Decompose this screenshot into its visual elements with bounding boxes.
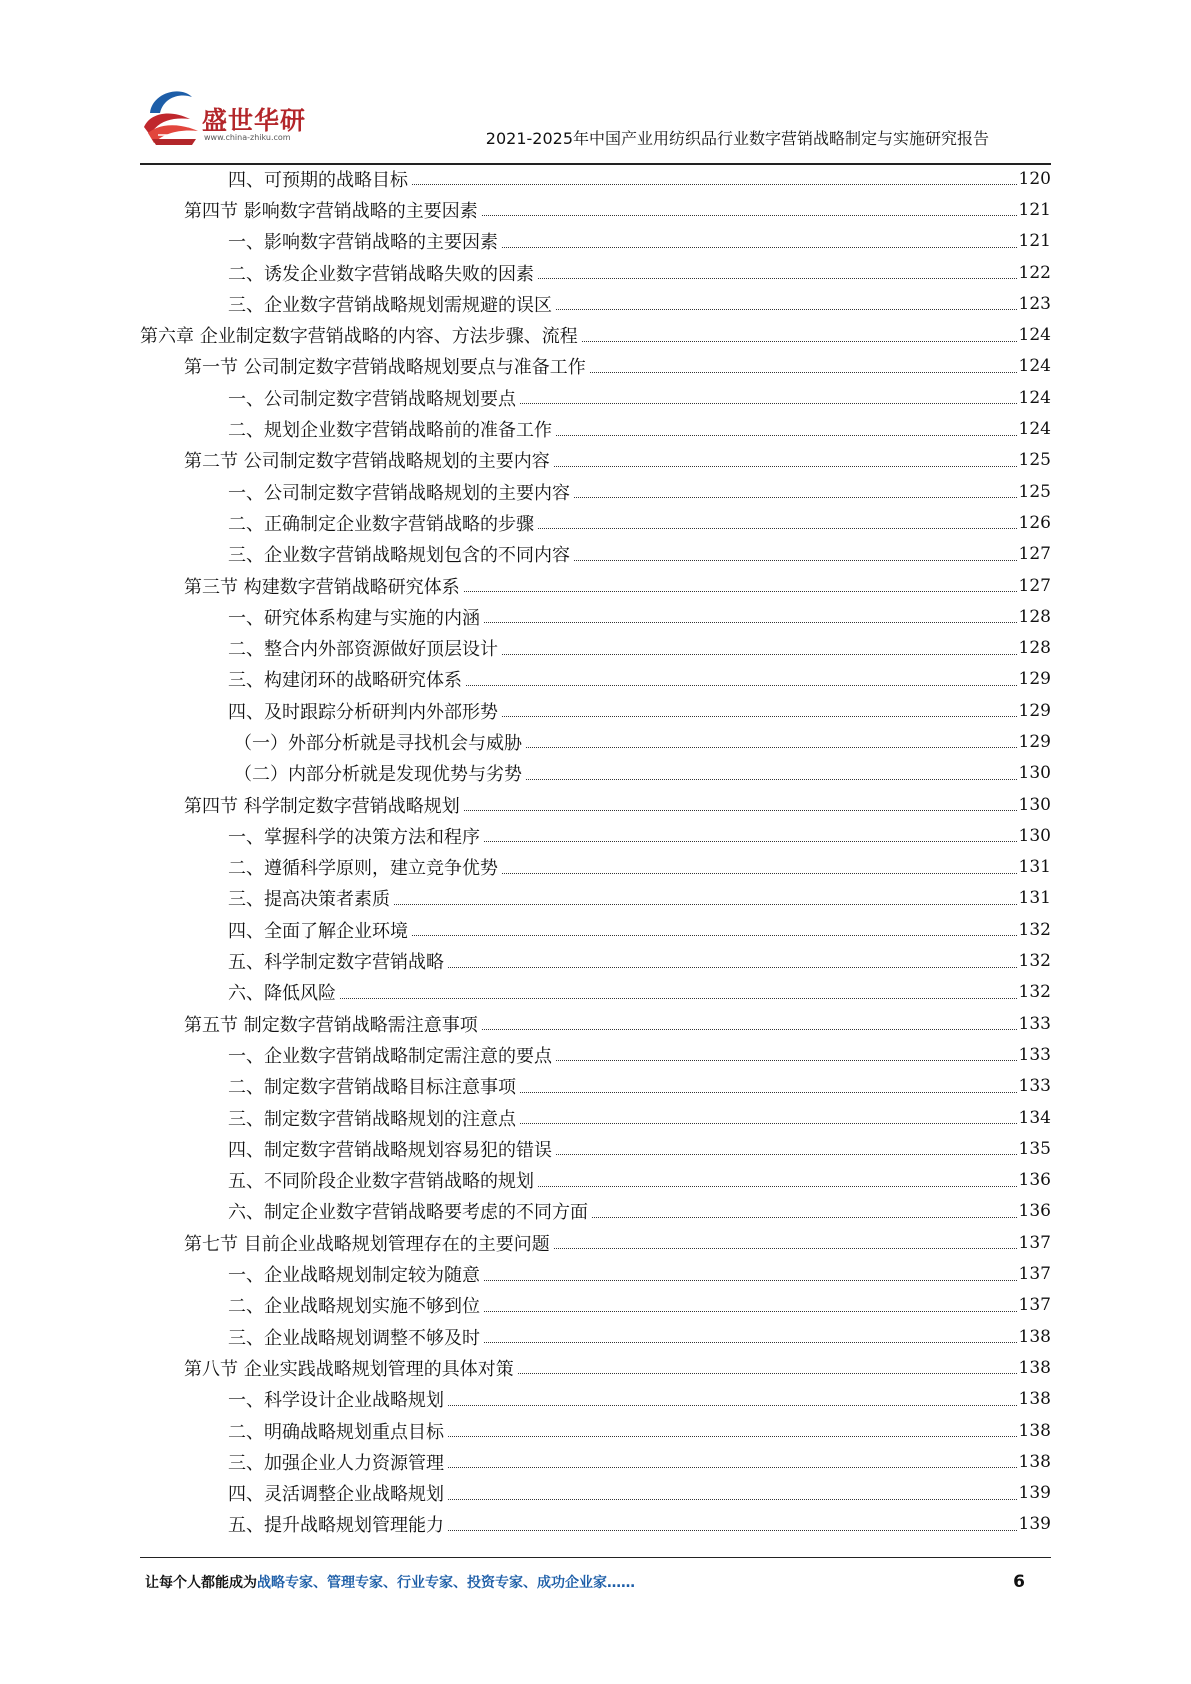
toc-entry[interactable] bbox=[140, 1165, 1051, 1196]
brand-name: 盛世华研 bbox=[202, 106, 307, 135]
toc-entry[interactable] bbox=[140, 257, 1051, 288]
toc-entry[interactable] bbox=[140, 1039, 1051, 1070]
toc-entry-page: 138 bbox=[1018, 1451, 1051, 1472]
toc-entry-page: 130 bbox=[1018, 794, 1051, 815]
toc-entry-title: 五、提升战略规划管理能力 bbox=[228, 1515, 444, 1537]
toc-entry[interactable] bbox=[140, 1415, 1051, 1446]
toc-entry[interactable] bbox=[140, 1446, 1051, 1477]
toc-entry-title: 四、可预期的战略目标 bbox=[228, 169, 408, 191]
toc-entry-page: 137 bbox=[1018, 1232, 1051, 1253]
toc-dot-leader bbox=[502, 716, 1017, 717]
toc-entry-page: 125 bbox=[1018, 481, 1051, 502]
toc-entry-title: 四、全面了解企业环境 bbox=[228, 920, 408, 942]
toc-entry-page: 133 bbox=[1018, 1076, 1051, 1097]
toc-entry-title: 一、企业数字营销战略制定需注意的要点 bbox=[228, 1045, 552, 1067]
toc-dot-leader bbox=[556, 1154, 1017, 1155]
toc-entry-page: 123 bbox=[1018, 293, 1051, 314]
toc-entry[interactable] bbox=[140, 476, 1051, 507]
toc-entry[interactable] bbox=[140, 1321, 1051, 1352]
toc-entry-title: 二、遵循科学原则，建立竞争优势 bbox=[228, 858, 498, 880]
toc-entry[interactable] bbox=[140, 820, 1051, 851]
toc-entry-title: 一、掌握科学的决策方法和程序 bbox=[228, 826, 480, 848]
toc-entry[interactable] bbox=[140, 977, 1051, 1008]
toc-dot-leader bbox=[484, 622, 1017, 623]
toc-entry-page: 138 bbox=[1018, 1420, 1051, 1441]
toc-entry[interactable] bbox=[140, 507, 1051, 538]
toc-entry-page: 133 bbox=[1018, 1013, 1051, 1034]
toc-entry-title: （一）外部分析就是寻找机会与威胁 bbox=[234, 732, 522, 754]
toc-entry-title: 二、企业战略规划实施不够到位 bbox=[228, 1296, 480, 1318]
toc-dot-leader bbox=[590, 372, 1017, 373]
footer-slogan-highlight: 战略专家、管理专家、行业专家、投资专家、成功企业家…… bbox=[257, 1575, 635, 1591]
footer-divider bbox=[140, 1557, 1051, 1558]
toc-entry-page: 138 bbox=[1018, 1389, 1051, 1410]
toc-entry-page: 139 bbox=[1018, 1483, 1051, 1504]
brand-url: www.china-zhiku.com bbox=[204, 133, 291, 142]
toc-entry-page: 124 bbox=[1018, 387, 1051, 408]
toc-entry[interactable] bbox=[140, 1258, 1051, 1289]
toc-entry[interactable] bbox=[140, 632, 1051, 663]
toc-entry[interactable] bbox=[140, 1477, 1051, 1508]
toc-entry[interactable] bbox=[140, 1352, 1051, 1383]
brand-logo bbox=[140, 83, 310, 153]
toc-entry-title: 第四节 影响数字营销战略的主要因素 bbox=[184, 200, 478, 222]
toc-entry-page: 138 bbox=[1018, 1357, 1051, 1378]
toc-entry-page: 121 bbox=[1018, 231, 1051, 252]
toc-entry-page: 136 bbox=[1018, 1170, 1051, 1191]
toc-dot-leader bbox=[448, 1436, 1017, 1437]
toc-dot-leader bbox=[556, 1060, 1017, 1061]
toc-entry[interactable] bbox=[140, 445, 1051, 476]
toc-entry[interactable] bbox=[140, 758, 1051, 789]
toc-entry[interactable] bbox=[140, 852, 1051, 883]
toc-entry-title: 六、降低风险 bbox=[228, 983, 336, 1005]
toc-entry-page: 136 bbox=[1018, 1201, 1051, 1222]
toc-entry[interactable] bbox=[140, 226, 1051, 257]
toc-entry-title: 二、正确制定企业数字营销战略的步骤 bbox=[228, 513, 534, 535]
toc-dot-leader bbox=[484, 1280, 1017, 1281]
toc-entry[interactable] bbox=[140, 1227, 1051, 1258]
toc-entry-title: 二、整合内外部资源做好顶层设计 bbox=[228, 639, 498, 661]
toc-entry-page: 127 bbox=[1018, 544, 1051, 565]
toc-dot-leader bbox=[448, 1530, 1017, 1531]
toc-dot-leader bbox=[448, 1405, 1017, 1406]
toc-entry-title: 三、制定数字营销战略规划的注意点 bbox=[228, 1108, 516, 1130]
toc-entry[interactable] bbox=[140, 1102, 1051, 1133]
toc-entry-page: 129 bbox=[1018, 731, 1051, 752]
toc-dot-leader bbox=[526, 747, 1017, 748]
table-of-contents bbox=[140, 163, 1051, 1540]
toc-entry-title: （二）内部分析就是发现优势与劣势 bbox=[234, 764, 522, 786]
document-title: 2021-2025年中国产业用纺织品行业数字营销战略制定与实施研究报告 bbox=[485, 129, 989, 148]
toc-entry-title: 二、明确战略规划重点目标 bbox=[228, 1421, 444, 1443]
toc-entry-title: 第三节 构建数字营销战略研究体系 bbox=[184, 576, 460, 598]
toc-entry-title: 三、构建闭环的战略研究体系 bbox=[228, 670, 462, 692]
toc-entry[interactable] bbox=[140, 382, 1051, 413]
toc-entry-title: 一、研究体系构建与实施的内涵 bbox=[228, 607, 480, 629]
toc-entry-title: 三、企业战略规划调整不够及时 bbox=[228, 1327, 480, 1349]
toc-entry[interactable] bbox=[140, 1290, 1051, 1321]
toc-entry-page: 139 bbox=[1018, 1514, 1051, 1535]
toc-entry-page: 130 bbox=[1018, 825, 1051, 846]
toc-entry-page: 124 bbox=[1018, 356, 1051, 377]
toc-dot-leader bbox=[520, 403, 1017, 404]
logo-swoosh-icon bbox=[140, 83, 210, 153]
toc-entry-page: 124 bbox=[1018, 325, 1051, 346]
toc-entry-title: 三、提高决策者素质 bbox=[228, 889, 390, 911]
toc-entry-title: 一、影响数字营销战略的主要因素 bbox=[228, 232, 498, 254]
toc-entry[interactable] bbox=[140, 945, 1051, 976]
toc-entry-page: 128 bbox=[1018, 606, 1051, 627]
toc-entry-title: 五、不同阶段企业数字营销战略的规划 bbox=[228, 1171, 534, 1193]
toc-entry[interactable] bbox=[140, 1384, 1051, 1415]
toc-entry[interactable] bbox=[140, 570, 1051, 601]
toc-entry[interactable] bbox=[140, 1008, 1051, 1039]
toc-entry-title: 一、企业战略规划制定较为随意 bbox=[228, 1265, 480, 1287]
toc-entry-title: 四、制定数字营销战略规划容易犯的错误 bbox=[228, 1139, 552, 1161]
toc-dot-leader bbox=[520, 1092, 1017, 1093]
toc-entry[interactable] bbox=[140, 1071, 1051, 1102]
toc-entry-page: 132 bbox=[1018, 982, 1051, 1003]
toc-entry[interactable] bbox=[140, 163, 1051, 194]
toc-entry-title: 一、科学设计企业战略规划 bbox=[228, 1390, 444, 1412]
toc-entry-page: 132 bbox=[1018, 951, 1051, 972]
toc-dot-leader bbox=[482, 215, 1017, 216]
toc-entry-page: 135 bbox=[1018, 1138, 1051, 1159]
toc-entry[interactable] bbox=[140, 726, 1051, 757]
toc-entry-title: 第一节 公司制定数字营销战略规划要点与准备工作 bbox=[184, 357, 586, 379]
toc-entry-page: 129 bbox=[1018, 669, 1051, 690]
toc-dot-leader bbox=[448, 1499, 1017, 1500]
toc-entry-title: 四、灵活调整企业战略规划 bbox=[228, 1484, 444, 1506]
page-number: 6 bbox=[1013, 1572, 1025, 1592]
toc-entry[interactable] bbox=[140, 695, 1051, 726]
toc-entry[interactable] bbox=[140, 194, 1051, 225]
toc-entry-title: 一、公司制定数字营销战略规划要点 bbox=[228, 388, 516, 410]
toc-dot-leader bbox=[482, 1029, 1017, 1030]
toc-dot-leader bbox=[520, 1123, 1017, 1124]
toc-entry-page: 129 bbox=[1018, 700, 1051, 721]
toc-dot-leader bbox=[484, 1311, 1017, 1312]
toc-entry-page: 131 bbox=[1018, 857, 1051, 878]
toc-dot-leader bbox=[466, 685, 1017, 686]
toc-entry[interactable] bbox=[140, 1509, 1051, 1540]
toc-dot-leader bbox=[448, 1467, 1017, 1468]
toc-entry[interactable] bbox=[140, 664, 1051, 695]
toc-entry[interactable] bbox=[140, 413, 1051, 444]
toc-dot-leader bbox=[484, 1342, 1017, 1343]
toc-entry[interactable] bbox=[140, 1133, 1051, 1164]
toc-entry-title: 五、科学制定数字营销战略 bbox=[228, 952, 444, 974]
toc-dot-leader bbox=[526, 779, 1017, 780]
toc-dot-leader bbox=[554, 466, 1017, 467]
toc-entry-page: 137 bbox=[1018, 1295, 1051, 1316]
page-header bbox=[140, 78, 1051, 164]
toc-entry-title: 二、诱发企业数字营销战略失败的因素 bbox=[228, 263, 534, 285]
toc-entry-title: 三、企业数字营销战略规划需规避的误区 bbox=[228, 294, 552, 316]
toc-dot-leader bbox=[340, 998, 1017, 999]
toc-entry-page: 133 bbox=[1018, 1044, 1051, 1065]
toc-entry-title: 第七节 目前企业战略规划管理存在的主要问题 bbox=[184, 1233, 550, 1255]
toc-entry[interactable] bbox=[140, 288, 1051, 319]
toc-entry-title: 第二节 公司制定数字营销战略规划的主要内容 bbox=[184, 451, 550, 473]
toc-entry-page: 122 bbox=[1018, 262, 1051, 283]
toc-entry[interactable] bbox=[140, 914, 1051, 945]
toc-dot-leader bbox=[394, 904, 1017, 905]
toc-dot-leader bbox=[502, 654, 1017, 655]
toc-dot-leader bbox=[582, 341, 1017, 342]
footer-slogan-prefix: 让每个人都能成为 bbox=[145, 1575, 257, 1591]
toc-entry-page: 132 bbox=[1018, 919, 1051, 940]
toc-dot-leader bbox=[412, 184, 1017, 185]
toc-dot-leader bbox=[554, 1248, 1017, 1249]
toc-entry-title: 二、规划企业数字营销战略前的准备工作 bbox=[228, 420, 552, 442]
toc-entry[interactable] bbox=[140, 883, 1051, 914]
toc-dot-leader bbox=[412, 935, 1017, 936]
toc-entry-title: 二、制定数字营销战略目标注意事项 bbox=[228, 1077, 516, 1099]
toc-entry-page: 134 bbox=[1018, 1107, 1051, 1128]
toc-entry-page: 131 bbox=[1018, 888, 1051, 909]
toc-entry[interactable] bbox=[140, 601, 1051, 632]
toc-entry-page: 121 bbox=[1018, 199, 1051, 220]
toc-entry-title: 一、公司制定数字营销战略规划的主要内容 bbox=[228, 482, 570, 504]
toc-entry[interactable] bbox=[140, 351, 1051, 382]
toc-entry[interactable] bbox=[140, 789, 1051, 820]
toc-entry-page: 124 bbox=[1018, 419, 1051, 440]
toc-entry[interactable] bbox=[140, 539, 1051, 570]
toc-dot-leader bbox=[518, 1373, 1017, 1374]
toc-entry-title: 六、制定企业数字营销战略要考虑的不同方面 bbox=[228, 1202, 588, 1224]
toc-entry-title: 第八节 企业实践战略规划管理的具体对策 bbox=[184, 1358, 514, 1380]
toc-entry-title: 四、及时跟踪分析研判内外部形势 bbox=[228, 701, 498, 723]
toc-dot-leader bbox=[448, 967, 1017, 968]
toc-dot-leader bbox=[538, 278, 1017, 279]
toc-entry-title: 三、企业数字营销战略规划包含的不同内容 bbox=[228, 545, 570, 567]
toc-entry-title: 三、加强企业人力资源管理 bbox=[228, 1452, 444, 1474]
toc-entry-page: 125 bbox=[1018, 450, 1051, 471]
toc-dot-leader bbox=[464, 591, 1017, 592]
toc-entry-page: 137 bbox=[1018, 1264, 1051, 1285]
footer-slogan bbox=[145, 1572, 635, 1592]
toc-entry-page: 120 bbox=[1018, 168, 1051, 189]
toc-entry-title: 第四节 科学制定数字营销战略规划 bbox=[184, 795, 460, 817]
toc-dot-leader bbox=[592, 1217, 1017, 1218]
toc-dot-leader bbox=[574, 560, 1017, 561]
toc-dot-leader bbox=[464, 810, 1017, 811]
toc-entry-title: 第五节 制定数字营销战略需注意事项 bbox=[184, 1014, 478, 1036]
toc-entry-page: 127 bbox=[1018, 575, 1051, 596]
toc-entry[interactable] bbox=[140, 1196, 1051, 1227]
toc-entry-page: 138 bbox=[1018, 1326, 1051, 1347]
toc-dot-leader bbox=[556, 309, 1017, 310]
toc-dot-leader bbox=[502, 247, 1017, 248]
toc-entry-page: 126 bbox=[1018, 512, 1051, 533]
toc-dot-leader bbox=[556, 435, 1017, 436]
toc-dot-leader bbox=[574, 497, 1017, 498]
toc-dot-leader bbox=[538, 1186, 1017, 1187]
toc-dot-leader bbox=[502, 873, 1017, 874]
toc-entry-title: 第六章 企业制定数字营销战略的内容、方法步骤、流程 bbox=[140, 326, 578, 348]
toc-entry-page: 130 bbox=[1018, 763, 1051, 784]
toc-dot-leader bbox=[484, 841, 1017, 842]
page-footer bbox=[145, 1572, 1025, 1596]
toc-entry[interactable] bbox=[140, 319, 1051, 350]
toc-dot-leader bbox=[538, 528, 1017, 529]
toc-entry-page: 128 bbox=[1018, 638, 1051, 659]
